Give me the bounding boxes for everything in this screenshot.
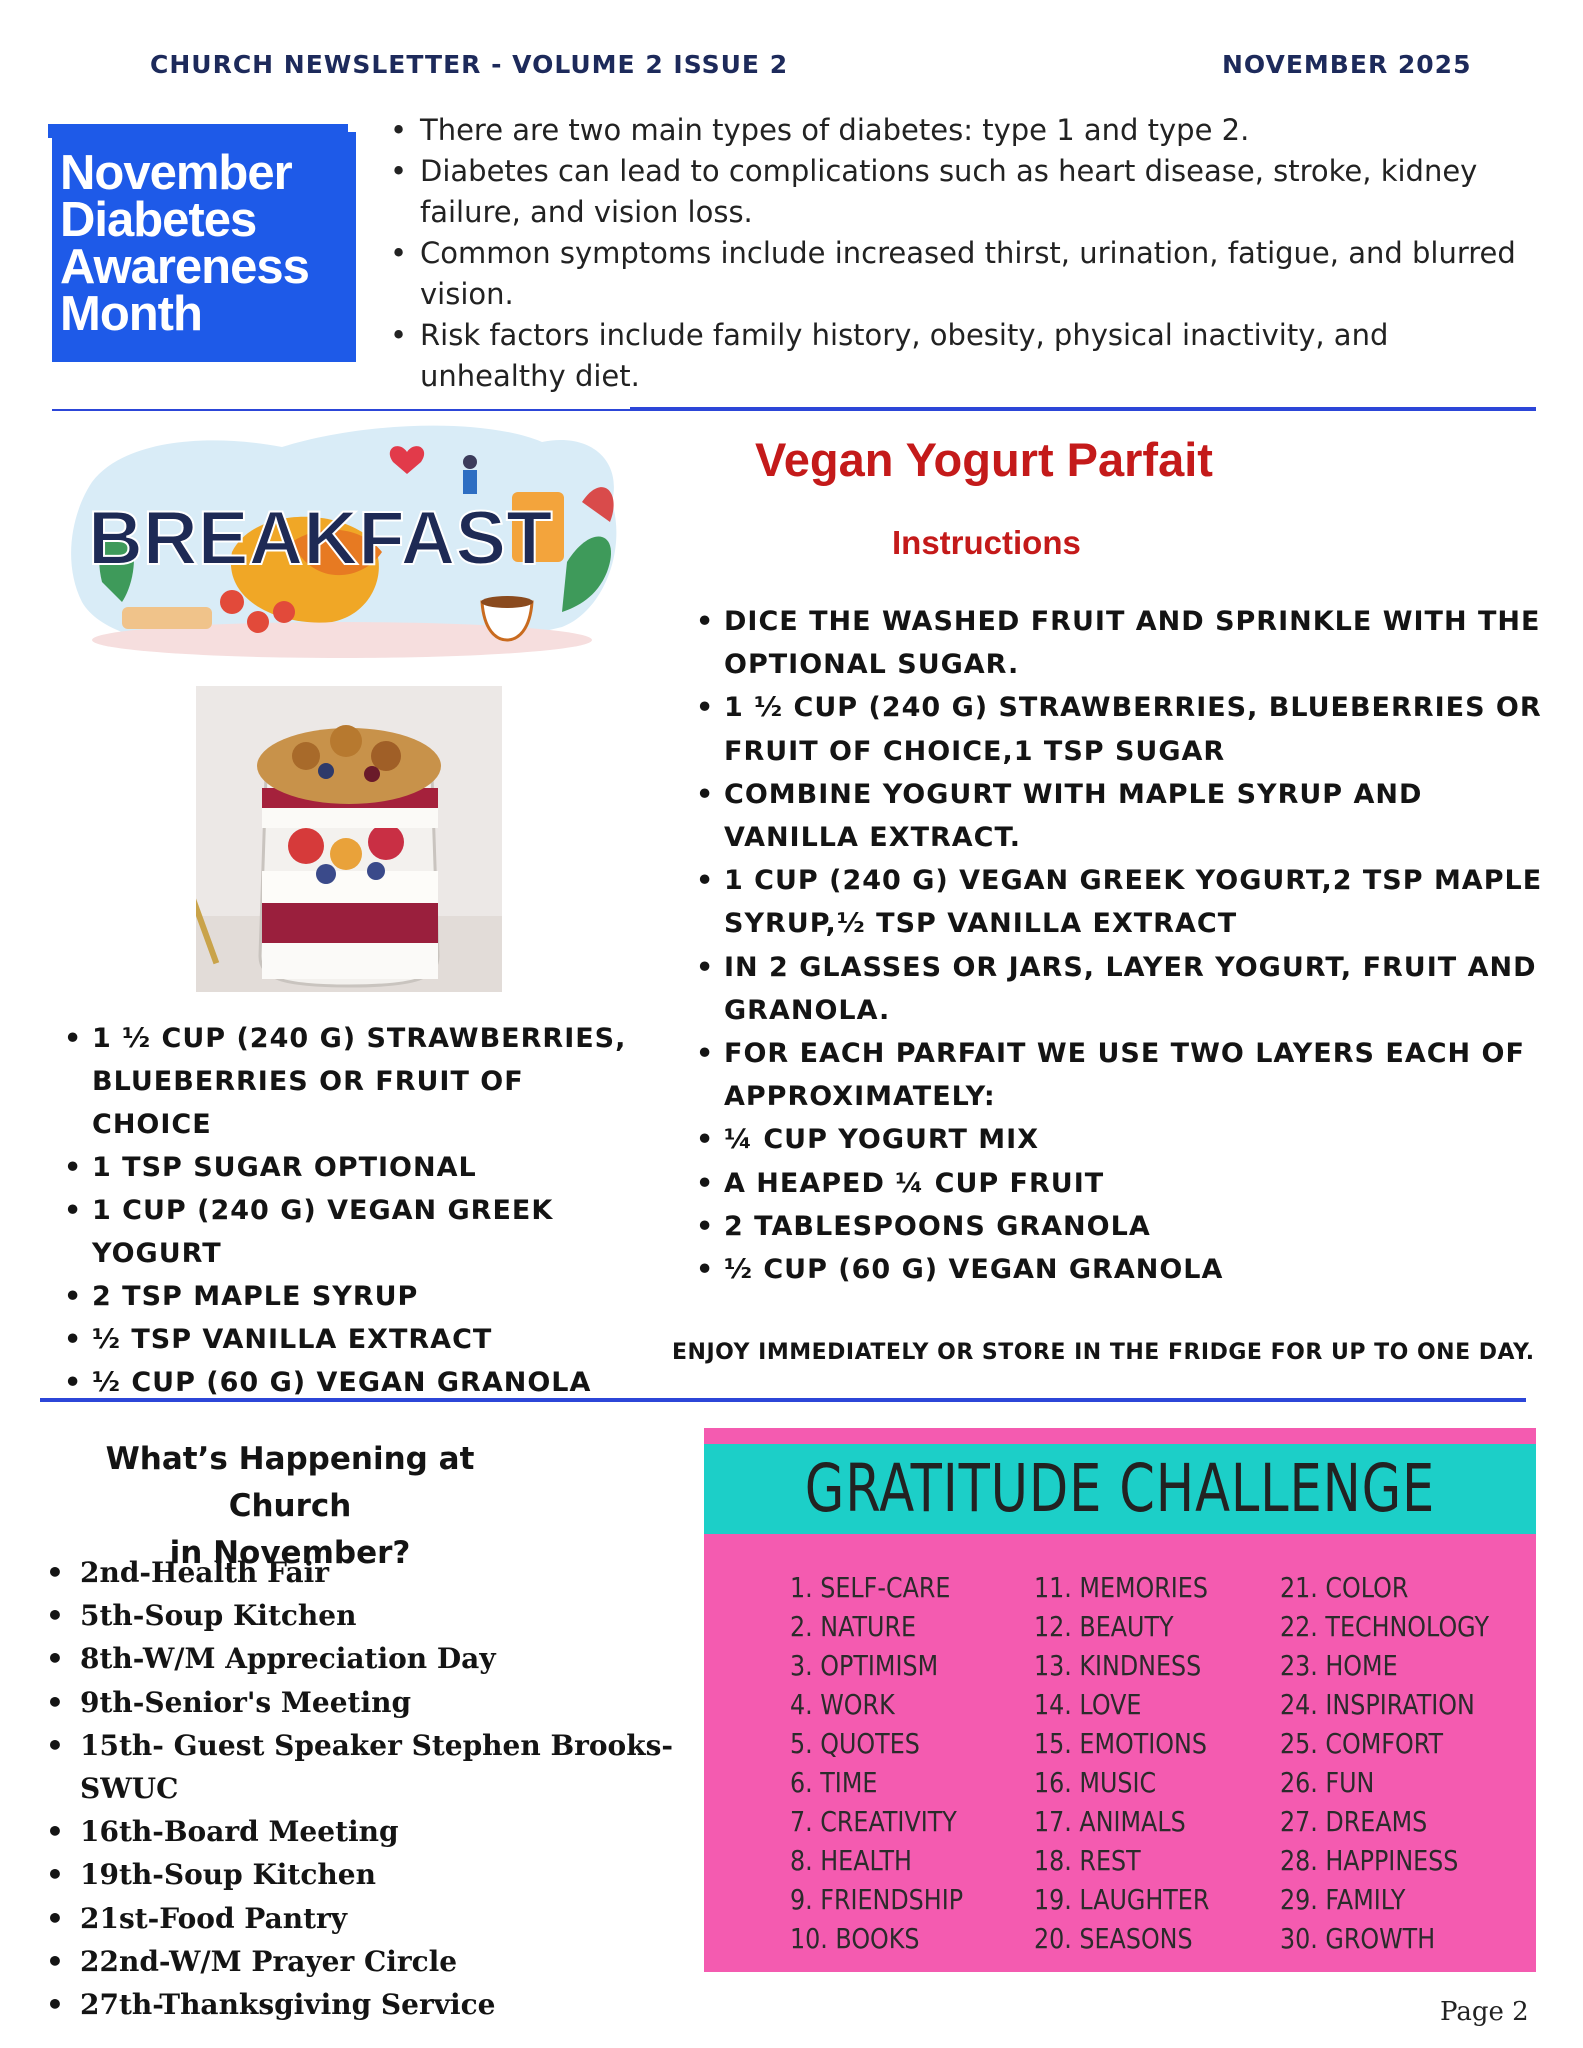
instruction-item: • FOR EACH PARFAIT WE USE TWO LAYERS EACH OF APPROXIMATELY: [724,1032,1544,1118]
gratitude-item: 2. NATURE [790,1610,917,1643]
gratitude-item: 30. GROWTH [1280,1922,1436,1955]
fact-item: • Risk factors include family history, obesity, physical inactivity, and unhealthy diet. [420,315,1540,397]
section-divider [630,407,1536,411]
badge-line-4: Month [60,287,202,341]
gratitude-item: 18. REST [1034,1844,1141,1877]
event-item: • 8th-W/M Appreciation Day [80,1637,700,1680]
gratitude-item: 19. LAUGHTER [1034,1883,1210,1916]
gratitude-item: 24. INSPIRATION [1280,1688,1475,1721]
instruction-item: • 2 TABLESPOONS GRANOLA [724,1205,1544,1248]
gratitude-item: 14. LOVE [1034,1688,1142,1721]
ingredient-item: • ½ CUP (60 G) VEGAN GRANOLA [92,1361,652,1404]
gratitude-item: 26. FUN [1280,1766,1375,1799]
ingredient-item: • 2 TSP MAPLE SYRUP [92,1275,652,1318]
gratitude-item: 4. WORK [790,1688,895,1721]
gratitude-item: 13. KINDNESS [1034,1649,1202,1682]
gratitude-column-2 [1034,1568,1240,1958]
gratitude-item: 12. BEAUTY [1034,1610,1174,1643]
gratitude-item: 6. TIME [790,1766,878,1799]
instruction-item: • 1 ½ CUP (240 G) STRAWBERRIES, BLUEBERRIES OR FRUIT OF CHOICE,1 TSP SUGAR [724,686,1544,772]
badge-line-2: Diabetes [60,193,257,247]
event-item: • 21st-Food Pantry [80,1897,700,1940]
section-divider [52,409,632,411]
event-item: • 2nd-Health Fair [80,1551,700,1594]
newsletter-date: NOVEMBER 2025 [1222,50,1472,79]
recipe-title: Vegan Yogurt Parfait [755,433,1213,486]
event-item: • 27th-Thanksgiving Service [80,1983,700,2026]
gratitude-item: 16. MUSIC [1034,1766,1157,1799]
gratitude-item: 29. FAMILY [1280,1883,1406,1916]
gratitude-item: 9. FRIENDSHIP [790,1883,964,1916]
parfait-photo [196,686,502,992]
instruction-item: • A HEAPED ¼ CUP FRUIT [724,1162,1544,1205]
diabetes-awareness-badge [52,132,356,362]
ingredient-item: • ½ TSP VANILLA EXTRACT [92,1318,652,1361]
instructions-heading: Instructions [892,524,1081,561]
gratitude-item: 7. CREATIVITY [790,1805,957,1838]
gratitude-item: 1. SELF-CARE [790,1571,951,1604]
breakfast-banner-label: BREAKFAST [88,496,553,581]
event-item: • 9th-Senior's Meeting [80,1681,700,1724]
breakfast-banner-illustration [62,412,628,662]
instruction-item: • IN 2 GLASSES OR JARS, LAYER YOGURT, FRUIT AND GRANOLA. [724,946,1544,1032]
storage-note: ENJOY IMMEDIATELY OR STORE IN THE FRIDGE FOR UP TO ONE DAY. [672,1340,1535,1365]
instruction-item: • 1 CUP (240 G) VEGAN GREEK YOGURT,2 TSP MAPLE SYRUP,½ TSP VANILLA EXTRACT [724,859,1544,945]
gratitude-item: 27. DREAMS [1280,1805,1428,1838]
gratitude-header [704,1444,1536,1534]
fact-item: • There are two main types of diabetes: type 1 and type 2. [420,110,1540,151]
gratitude-challenge-panel [704,1428,1536,1972]
gratitude-item: 20. SEASONS [1034,1922,1193,1955]
event-item: • 22nd-W/M Prayer Circle [80,1940,700,1983]
gratitude-item: 10. BOOKS [790,1922,920,1955]
gratitude-item: 21. COLOR [1280,1571,1409,1604]
section-divider [40,1398,1526,1402]
event-item: • 5th-Soup Kitchen [80,1594,700,1637]
events-heading-line-1: What’s Happening at Church [105,1441,475,1524]
gratitude-item: 11. MEMORIES [1034,1571,1208,1604]
badge-line-3: Awareness [60,240,309,294]
ingredient-item: • 1 TSP SUGAR OPTIONAL [92,1146,652,1189]
event-item: • 16th-Board Meeting [80,1810,700,1853]
diabetes-facts-list [420,110,1540,397]
gratitude-item: 3. OPTIMISM [790,1649,939,1682]
instructions-list [724,600,1544,1291]
instruction-item: • COMBINE YOGURT WITH MAPLE SYRUP AND VANILLA EXTRACT. [724,773,1544,859]
gratitude-column-1 [790,1568,994,1958]
instruction-item: • ½ CUP (60 G) VEGAN GRANOLA [724,1248,1544,1291]
fact-item: • Diabetes can lead to complications such as heart disease, stroke, kidney failure, and vision loss. [420,151,1540,233]
ingredient-item: • 1 ½ CUP (240 G) STRAWBERRIES, BLUEBERRIES OR FRUIT OF CHOICE [92,1017,652,1146]
gratitude-item: 23. HOME [1280,1649,1398,1682]
page-number: Page 2 [1440,1997,1529,2027]
badge-line-1: November [60,146,292,200]
events-list [80,1551,700,2026]
gratitude-item: 5. QUOTES [790,1727,920,1760]
fact-item: • Common symptoms include increased thirst, urination, fatigue, and blurred vision. [420,233,1540,315]
event-item: • 15th- Guest Speaker Stephen Brooks-SWUC [80,1724,700,1810]
gratitude-item: 15. EMOTIONS [1034,1727,1207,1760]
gratitude-title: GRATITUDE CHALLENGE [804,1450,1436,1527]
gratitude-item: 28. HAPPINESS [1280,1844,1459,1877]
gratitude-item: 17. ANIMALS [1034,1805,1186,1838]
gratitude-item: 8. HEALTH [790,1844,912,1877]
instruction-item: • ¼ CUP YOGURT MIX [724,1118,1544,1161]
instruction-item: • DICE THE WASHED FRUIT AND SPRINKLE WITH THE OPTIONAL SUGAR. [724,600,1544,686]
gratitude-column-3 [1280,1568,1526,1958]
events-heading-line-2: in November? [169,1535,411,1571]
ingredient-item: • 1 CUP (240 G) VEGAN GREEK YOGURT [92,1189,652,1275]
ingredients-list [92,1017,652,1404]
gratitude-item: 25. COMFORT [1280,1727,1444,1760]
gratitude-item: 22. TECHNOLOGY [1280,1610,1489,1643]
event-item: • 19th-Soup Kitchen [80,1853,700,1896]
newsletter-title: CHURCH NEWSLETTER - VOLUME 2 ISSUE 2 [150,50,789,79]
